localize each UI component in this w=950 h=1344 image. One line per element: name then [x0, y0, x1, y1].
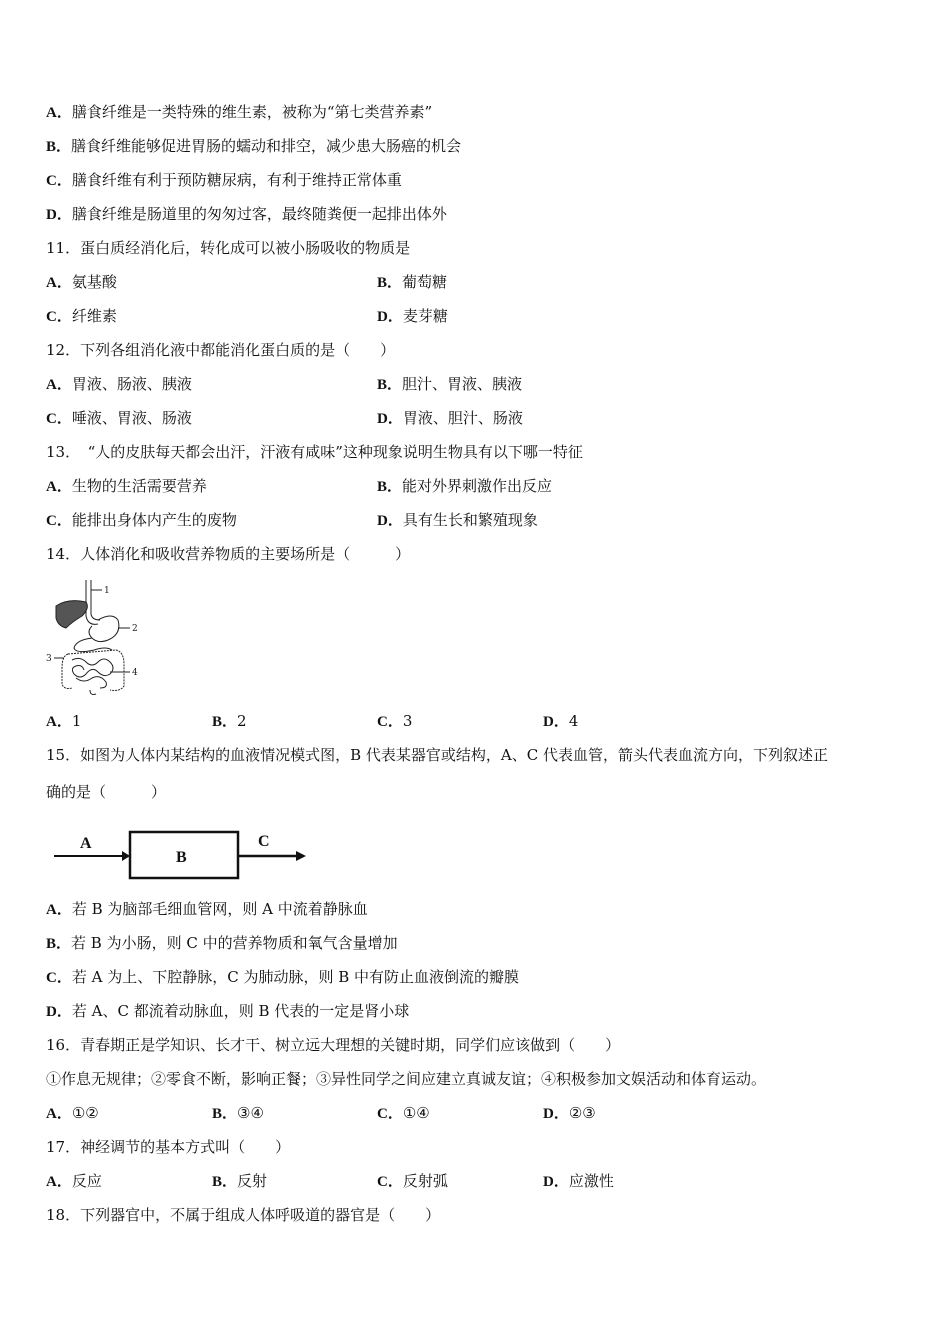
q13-option-b — [377, 476, 552, 497]
q11-option-a — [46, 272, 117, 293]
q17-option-c — [377, 1171, 448, 1192]
option-text: 3 — [402, 712, 413, 730]
option-text: 葡萄糖 — [402, 273, 448, 291]
q11-option-d — [377, 306, 448, 327]
option-label: A． — [46, 714, 72, 730]
q11-option-c — [46, 306, 117, 327]
option-text: ①④ — [402, 1104, 430, 1122]
svg-text:1: 1 — [104, 586, 110, 596]
option-label: D． — [543, 1106, 569, 1122]
q12-option-c — [46, 408, 192, 429]
q13-option-a — [46, 476, 207, 497]
option-label: D． — [543, 1174, 569, 1190]
option-label: C． — [46, 411, 72, 427]
q11-stem: 11．蛋白质经消化后，转化成可以被小肠吸收的物质是 — [46, 239, 411, 257]
option-text: 能对外界刺激作出反应 — [402, 477, 553, 495]
option-text: 生物的生活需要营养 — [71, 477, 207, 495]
option-text: 4 — [568, 712, 579, 730]
option-label: A． — [46, 105, 72, 121]
option-text: 胆汁、胃液、胰液 — [402, 375, 523, 393]
option-label: C． — [46, 970, 72, 986]
option-label: C． — [377, 1106, 403, 1122]
digestive-system-figure — [46, 578, 146, 696]
q17-option-a — [46, 1171, 102, 1192]
option-label: A． — [46, 377, 72, 393]
option-label: D． — [377, 309, 403, 325]
q16-option-d — [543, 1103, 596, 1124]
option-text: 氨基酸 — [71, 273, 117, 291]
option-label: D． — [377, 411, 403, 427]
option-label: D． — [46, 207, 72, 223]
option-text: 2 — [237, 712, 247, 730]
option-label: A． — [46, 902, 72, 918]
q17-option-b — [212, 1171, 267, 1192]
svg-text:A: A — [80, 835, 92, 852]
option-text: 具有生长和繁殖现象 — [402, 511, 538, 529]
q10-option-b — [46, 136, 461, 157]
option-text: 能排出身体内产生的废物 — [71, 511, 237, 529]
q12-option-b — [377, 374, 522, 395]
q16-option-c — [377, 1103, 430, 1124]
option-text: 若 B 为脑部毛细血管网，则 A 中流着静脉血 — [71, 900, 368, 918]
option-label: B． — [46, 936, 72, 952]
option-label: B． — [46, 139, 72, 155]
option-label: B． — [212, 1106, 238, 1122]
option-text: 唾液、胃液、肠液 — [71, 409, 192, 427]
option-label: C． — [46, 513, 72, 529]
q18-stem: 18．下列器官中，不属于组成人体呼吸道的器官是（ ） — [46, 1206, 441, 1224]
option-label: C． — [46, 173, 72, 189]
q12-stem: 12．下列各组消化液中都能消化蛋白质的是（ ） — [46, 341, 396, 359]
q17-option-d — [543, 1171, 614, 1192]
q14-option-b — [212, 711, 247, 732]
q15-stem-line1: 15．如图为人体内某结构的血液情况模式图，B 代表某器官或结构，A、C 代表血管，箭头代表血流方向，下列叙述正 — [46, 746, 828, 764]
option-label: B． — [377, 479, 403, 495]
option-text: 麦芽糖 — [402, 307, 448, 325]
q13-option-d — [377, 510, 538, 531]
q16-stem: 16．青春期正是学知识、长才干、树立远大理想的关键时期，同学们应该做到（ ） — [46, 1036, 621, 1054]
option-text: 反应 — [71, 1172, 102, 1190]
option-label: B． — [212, 714, 238, 730]
option-text: ②③ — [568, 1104, 596, 1122]
option-label: B． — [377, 275, 403, 291]
q15-option-d — [46, 1001, 409, 1022]
q13-option-c — [46, 510, 237, 531]
q16-option-a — [46, 1103, 99, 1124]
q14-stem: 14．人体消化和吸收营养物质的主要场所是（ ） — [46, 545, 411, 563]
option-label: A． — [46, 479, 72, 495]
option-label: B． — [212, 1174, 238, 1190]
svg-text:4: 4 — [132, 668, 138, 678]
q16-option-b — [212, 1103, 264, 1124]
option-text: 胃液、胆汁、肠液 — [402, 409, 523, 427]
option-text: ③④ — [237, 1104, 264, 1122]
option-text: 膳食纤维是肠道里的匆匆过客，最终随粪便一起排出体外 — [71, 205, 447, 223]
q12-option-d — [377, 408, 523, 429]
q16-statements: ①作息无规律；②零食不断，影响正餐；③异性同学之间应建立真诚友谊；④积极参加文娱活动和体育运动。 — [46, 1070, 767, 1088]
option-text: 胃液、肠液、胰液 — [71, 375, 192, 393]
svg-text:C: C — [258, 833, 270, 850]
option-text: 膳食纤维是一类特殊的维生素，被称为“第七类营养素” — [71, 103, 433, 121]
q14-option-a — [46, 711, 81, 732]
q17-stem: 17．神经调节的基本方式叫（ ） — [46, 1138, 291, 1156]
option-text: 1 — [71, 712, 82, 730]
q11-option-b — [377, 272, 447, 293]
option-text: 反射弧 — [402, 1172, 448, 1190]
svg-text:2: 2 — [132, 624, 138, 634]
option-text: 若 A 为上、下腔静脉，C 为肺动脉，则 B 中有防止血液倒流的瓣膜 — [71, 968, 520, 986]
option-label: A． — [46, 1106, 72, 1122]
q15-option-a — [46, 899, 368, 920]
option-label: D． — [543, 714, 569, 730]
q15-option-b — [46, 933, 398, 954]
q13-stem: 13． “人的皮肤每天都会出汗，汗液有咸味”这种现象说明生物具有以下哪一特征 — [46, 443, 583, 461]
option-text: 膳食纤维能够促进胃肠的蠕动和排空，减少患大肠癌的机会 — [71, 137, 462, 155]
option-text: 若 B 为小肠，则 C 中的营养物质和氧气含量增加 — [71, 934, 398, 952]
q10-option-c — [46, 170, 402, 191]
option-label: D． — [377, 513, 403, 529]
q10-option-a — [46, 102, 432, 123]
q15-option-c — [46, 967, 519, 988]
option-label: A． — [46, 1174, 72, 1190]
svg-text:B: B — [176, 849, 187, 866]
option-label: C． — [377, 714, 403, 730]
q14-option-d — [543, 711, 578, 732]
option-text: 若 A、C 都流着动脉血，则 B 代表的一定是肾小球 — [71, 1002, 410, 1020]
option-label: D． — [46, 1004, 72, 1020]
svg-text:3: 3 — [46, 654, 52, 664]
option-label: C． — [377, 1174, 403, 1190]
option-label: B． — [377, 377, 403, 393]
q15-stem-line2: 确的是（ ） — [46, 783, 167, 801]
option-text: 应激性 — [568, 1172, 614, 1190]
q12-option-a — [46, 374, 192, 395]
option-text: ①② — [71, 1104, 99, 1122]
option-label: A． — [46, 275, 72, 291]
q14-option-c — [377, 711, 412, 732]
option-text: 纤维素 — [71, 307, 117, 325]
option-text: 膳食纤维有利于预防糖尿病，有利于维持正常体重 — [71, 171, 402, 189]
blood-flow-diagram — [50, 820, 320, 880]
q10-option-d — [46, 204, 447, 225]
option-text: 反射 — [237, 1172, 268, 1190]
option-label: C． — [46, 309, 72, 325]
